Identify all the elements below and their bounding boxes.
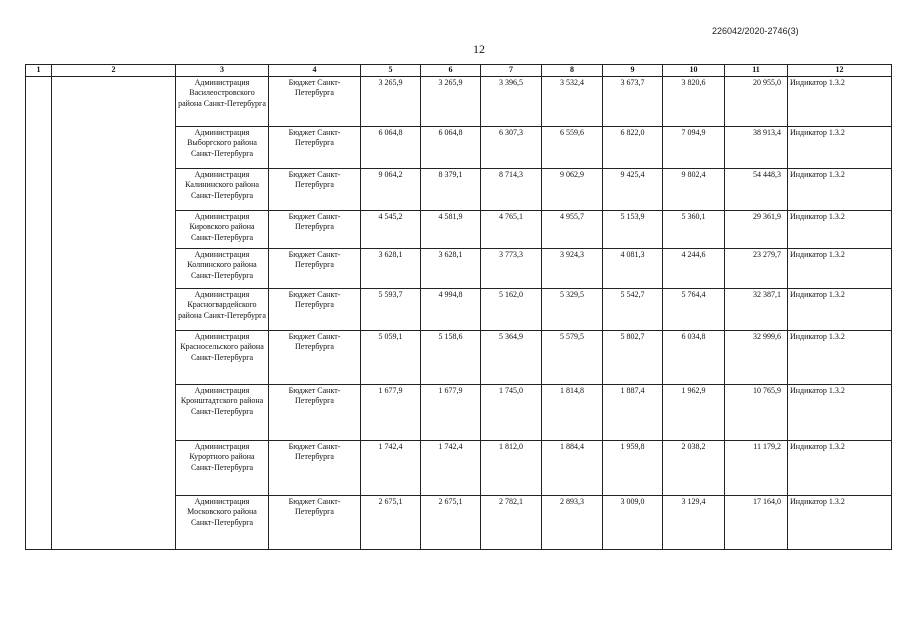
- value-cell-col-6: 3 628,1: [421, 248, 481, 288]
- document-code: 226042/2020-2746(3): [712, 26, 799, 36]
- indicator-cell: Индикатор 1.3.2: [788, 330, 892, 384]
- value-cell-col-10: 1 962,9: [663, 384, 725, 440]
- indicator-cell: Индикатор 1.3.2: [788, 288, 892, 330]
- value-cell-col-6: 5 158,6: [421, 330, 481, 384]
- funding-source-cell: Бюджет Санкт-Петербурга: [269, 126, 361, 168]
- value-cell-col-7: 3 396,5: [481, 76, 542, 126]
- value-cell-col-8: 6 559,6: [542, 126, 603, 168]
- value-cell-col-7: 8 714,3: [481, 168, 542, 210]
- value-cell-col-6: 8 379,1: [421, 168, 481, 210]
- funding-source-cell: Бюджет Санкт-Петербурга: [269, 495, 361, 549]
- value-cell-col-6: 4 581,9: [421, 210, 481, 248]
- indicator-cell: Индикатор 1.3.2: [788, 210, 892, 248]
- value-cell-col-6: 6 064,8: [421, 126, 481, 168]
- value-cell-col-5: 1 677,9: [361, 384, 421, 440]
- value-cell-col-8: 1 814,8: [542, 384, 603, 440]
- value-cell-col-9: 6 822,0: [603, 126, 663, 168]
- value-cell-col-8: 3 924,3: [542, 248, 603, 288]
- indicator-cell: Индикатор 1.3.2: [788, 384, 892, 440]
- value-cell-col-6: 2 675,1: [421, 495, 481, 549]
- column-header-6: 6: [421, 65, 481, 77]
- column-header-3: 3: [176, 65, 269, 77]
- value-cell-col-7: 4 765,1: [481, 210, 542, 248]
- budget-table: [25, 64, 892, 550]
- org-name-cell: Администрация Выборгского района Санкт-Петербурга: [176, 126, 269, 168]
- value-cell-col-7: 6 307,3: [481, 126, 542, 168]
- value-cell-col-10: 5 764,4: [663, 288, 725, 330]
- column-header-2: 2: [52, 65, 176, 77]
- value-cell-col-5: 3 265,9: [361, 76, 421, 126]
- value-cell-col-11: 32 999,6: [725, 330, 788, 384]
- org-name-cell: Администрация Красносельского района Санкт-Петербурга: [176, 330, 269, 384]
- value-cell-col-10: 5 360,1: [663, 210, 725, 248]
- value-cell-col-9: 1 959,8: [603, 440, 663, 495]
- column-header-8: 8: [542, 65, 603, 77]
- value-cell-col-11: 11 179,2: [725, 440, 788, 495]
- org-name-cell: Администрация Кировского района Санкт-Петербурга: [176, 210, 269, 248]
- funding-source-cell: Бюджет Санкт-Петербурга: [269, 288, 361, 330]
- org-name-cell: Администрация Василеостровского района Санкт-Петербурга: [176, 76, 269, 126]
- indicator-cell: Индикатор 1.3.2: [788, 248, 892, 288]
- value-cell-col-9: 5 153,9: [603, 210, 663, 248]
- header-row: [26, 65, 892, 77]
- value-cell-col-7: 2 782,1: [481, 495, 542, 549]
- indicator-cell: Индикатор 1.3.2: [788, 168, 892, 210]
- indicator-cell: Индикатор 1.3.2: [788, 440, 892, 495]
- table-row: [26, 76, 892, 126]
- value-cell-col-7: 5 364,9: [481, 330, 542, 384]
- column-header-11: 11: [725, 65, 788, 77]
- value-cell-col-8: 4 955,7: [542, 210, 603, 248]
- value-cell-col-10: 7 094,9: [663, 126, 725, 168]
- value-cell-col-5: 3 628,1: [361, 248, 421, 288]
- value-cell-col-5: 1 742,4: [361, 440, 421, 495]
- org-name-cell: Администрация Красногвардейского района Санкт-Петербурга: [176, 288, 269, 330]
- value-cell-col-5: 5 059,1: [361, 330, 421, 384]
- column-header-7: 7: [481, 65, 542, 77]
- value-cell-col-11: 54 448,3: [725, 168, 788, 210]
- funding-source-cell: Бюджет Санкт-Петербурга: [269, 384, 361, 440]
- org-name-cell: Администрация Колпинского района Санкт-Петербурга: [176, 248, 269, 288]
- org-name-cell: Администрация Калининского района Санкт-Петербурга: [176, 168, 269, 210]
- value-cell-col-7: 1 812,0: [481, 440, 542, 495]
- funding-source-cell: Бюджет Санкт-Петербурга: [269, 168, 361, 210]
- value-cell-col-11: 23 279,7: [725, 248, 788, 288]
- value-cell-col-7: 5 162,0: [481, 288, 542, 330]
- funding-source-cell: Бюджет Санкт-Петербурга: [269, 330, 361, 384]
- page-number: 12: [473, 42, 485, 56]
- value-cell-col-10: 2 038,2: [663, 440, 725, 495]
- value-cell-col-5: 6 064,8: [361, 126, 421, 168]
- column-header-12: 12: [788, 65, 892, 77]
- value-cell-col-9: 3 673,7: [603, 76, 663, 126]
- value-cell-col-11: 29 361,9: [725, 210, 788, 248]
- value-cell-col-7: 1 745,0: [481, 384, 542, 440]
- value-cell-col-6: 3 265,9: [421, 76, 481, 126]
- indicator-cell: Индикатор 1.3.2: [788, 495, 892, 549]
- col1-merged-cell: [26, 76, 52, 549]
- value-cell-col-5: 2 675,1: [361, 495, 421, 549]
- funding-source-cell: Бюджет Санкт-Петербурга: [269, 440, 361, 495]
- value-cell-col-8: 1 884,4: [542, 440, 603, 495]
- value-cell-col-11: 17 164,0: [725, 495, 788, 549]
- value-cell-col-8: 9 062,9: [542, 168, 603, 210]
- value-cell-col-8: 2 893,3: [542, 495, 603, 549]
- column-header-1: 1: [26, 65, 52, 77]
- org-name-cell: Администрация Кронштадтского района Санкт-Петербурга: [176, 384, 269, 440]
- value-cell-col-8: 5 579,5: [542, 330, 603, 384]
- value-cell-col-11: 10 765,9: [725, 384, 788, 440]
- value-cell-col-7: 3 773,3: [481, 248, 542, 288]
- value-cell-col-9: 5 802,7: [603, 330, 663, 384]
- value-cell-col-11: 20 955,0: [725, 76, 788, 126]
- value-cell-col-8: 5 329,5: [542, 288, 603, 330]
- funding-source-cell: Бюджет Санкт-Петербурга: [269, 210, 361, 248]
- value-cell-col-9: 3 009,0: [603, 495, 663, 549]
- value-cell-col-5: 5 593,7: [361, 288, 421, 330]
- value-cell-col-10: 3 129,4: [663, 495, 725, 549]
- column-header-4: 4: [269, 65, 361, 77]
- org-name-cell: Администрация Курортного района Санкт-Петербурга: [176, 440, 269, 495]
- value-cell-col-8: 3 532,4: [542, 76, 603, 126]
- value-cell-col-6: 1 742,4: [421, 440, 481, 495]
- column-header-10: 10: [663, 65, 725, 77]
- funding-source-cell: Бюджет Санкт-Петербурга: [269, 76, 361, 126]
- value-cell-col-10: 4 244,6: [663, 248, 725, 288]
- org-name-cell: Администрация Московского района Санкт-Петербурга: [176, 495, 269, 549]
- value-cell-col-6: 4 994,8: [421, 288, 481, 330]
- value-cell-col-5: 4 545,2: [361, 210, 421, 248]
- funding-source-cell: Бюджет Санкт-Петербурга: [269, 248, 361, 288]
- value-cell-col-11: 32 387,1: [725, 288, 788, 330]
- value-cell-col-11: 38 913,4: [725, 126, 788, 168]
- column-header-9: 9: [603, 65, 663, 77]
- value-cell-col-10: 6 034,8: [663, 330, 725, 384]
- value-cell-col-10: 3 820,6: [663, 76, 725, 126]
- indicator-cell: Индикатор 1.3.2: [788, 126, 892, 168]
- value-cell-col-9: 9 425,4: [603, 168, 663, 210]
- value-cell-col-6: 1 677,9: [421, 384, 481, 440]
- value-cell-col-9: 4 081,3: [603, 248, 663, 288]
- value-cell-col-9: 5 542,7: [603, 288, 663, 330]
- col2-merged-cell: [52, 76, 176, 549]
- value-cell-col-9: 1 887,4: [603, 384, 663, 440]
- value-cell-col-5: 9 064,2: [361, 168, 421, 210]
- value-cell-col-10: 9 802,4: [663, 168, 725, 210]
- indicator-cell: Индикатор 1.3.2: [788, 76, 892, 126]
- column-header-5: 5: [361, 65, 421, 77]
